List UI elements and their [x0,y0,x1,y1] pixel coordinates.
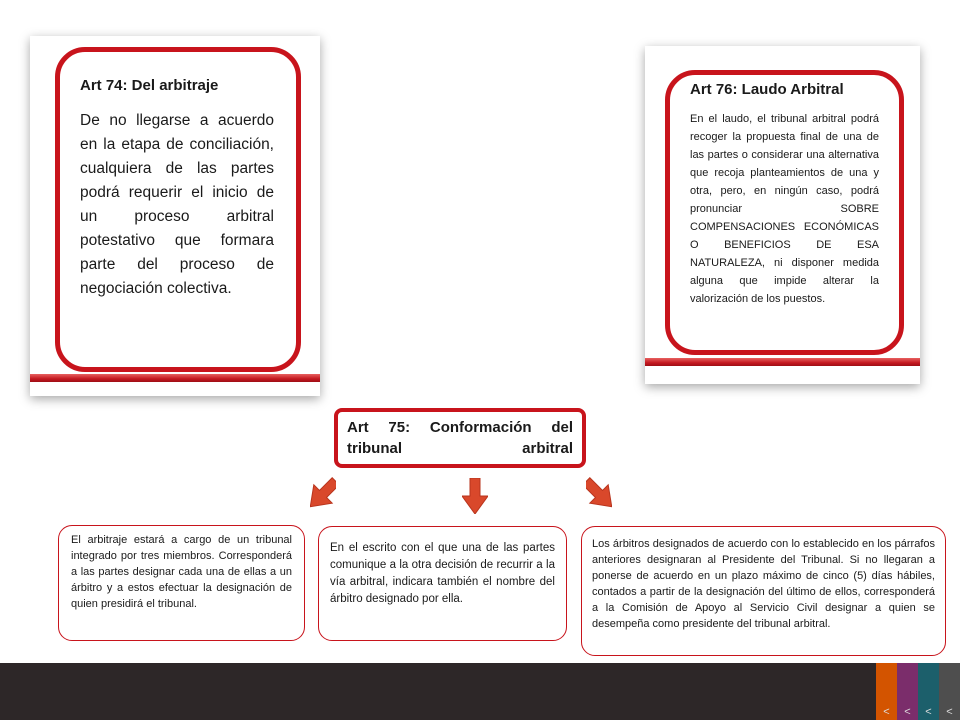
chevron-left-icon: < [946,706,953,718]
red-stripe [30,374,320,382]
footer-tab-gray[interactable] [939,663,960,720]
art76-box [665,70,904,355]
arrow-down-left-icon [310,476,336,512]
chevron-left-icon: < [883,706,890,718]
arrow-down-icon [462,478,488,514]
art76-body: En el laudo, el tribunal arbitral podrá recoger la propuesta final de una de las partes o considerar una alternativa que recoja planteamientos de una y otra, pero, en ningún caso, podrá pronunciar SOBRE COMPENSACIONES ECONÓMICAS O BENEFICIOS DE ESA NATURALEZA, ni disponer medida alguna que impide alterar la valorización de los puestos. [690,113,879,305]
footer-tab-orange[interactable] [876,663,897,720]
sub-box-1: El arbitraje estará a cargo de un tribunal integrado por tres miembros. Corresponderá a las partes designar cada una de ellas a un árbitro y a estos efectuar la designación de quien presidirá el tribunal. [58,525,305,641]
art75-box: Art 75: Conformación del tribunal arbitral [334,408,586,468]
footer-tab-teal[interactable] [918,663,939,720]
sub-box-3: Los árbitros designados de acuerdo con lo establecido en los párrafos anteriores designaran al Presidente del Tribunal. Si no llegaran a ponerse de acuerdo en un plazo máximo de cinco (5) días hábiles, contados a partir de la designación del último de ellos, corresponderá a la Comisión de Apoyo al Servicio Civil designar a quien se desempeña como presidente del tribunal arbitral. [581,526,946,656]
art74-title: Art 74: Del arbitraje [80,77,219,94]
sub-box-2: En el escrito con el que una de las partes comunique a la otra decisión de recurrir a la vía arbitral, indicara también el nombre del árbitro designado por ella. [318,526,567,641]
chevron-left-icon: < [925,706,932,718]
footer-bar [0,663,960,720]
arrow-down-right-icon [586,476,612,512]
chevron-left-icon: < [904,706,911,718]
footer-tab-purple[interactable] [897,663,918,720]
art74-box [55,47,301,372]
red-stripe [645,358,920,366]
art74-body: De no llegarse a acuerdo en la etapa de conciliación, cualquiera de las partes podrá requerir el inicio de un proceso arbitral potestativo que formara parte del proceso de negociación colectiva. [80,112,274,297]
art76-title: Art 76: Laudo Arbitral [690,81,844,98]
footer-tabs [876,663,960,720]
